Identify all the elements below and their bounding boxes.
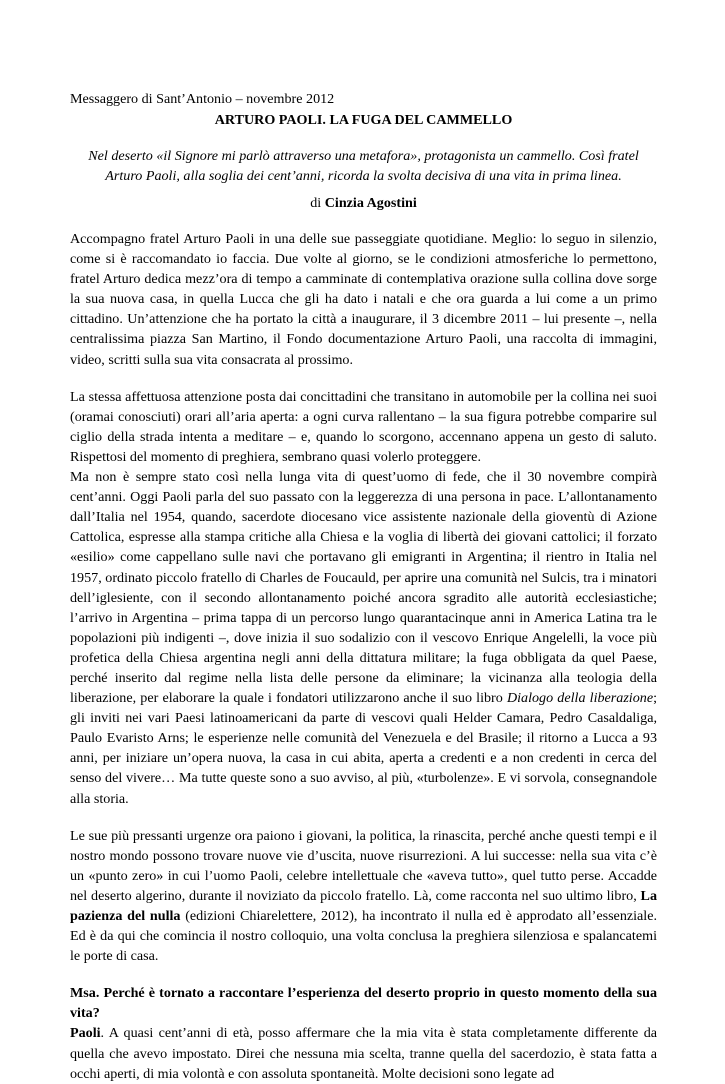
byline <box>70 193 657 213</box>
paragraph-3-text-a: Ma non è sempre stato così nella lunga vita di quest’uomo di fede, che il 30 novembre compirà cent’anni. Oggi Paoli parla del suo passato con la leggerezza di una persona in pace. L’allontanamento dall’Italia nel 1954, quando, sacerdote diocesano vice assistente nazionale della gioventù di Azione Cattolica, espresse alla stampa critiche alla Chiesa e la voglia di libertà dei giovani cattolici; il forzato «esilio» come cappellano sulle navi che portavano gli emigranti in Argentina; il rientro in Italia nel 1957, ordinato piccolo fratello di Charles de Foucauld, per aprire una comunità nel Sulcis, tra i minatori dell’iglesiente, con il secondo allontanamento poiché ancora sgradito alle autorità ecclesiastiche; l’arrivo in Argentina – prima tappa di un percorso lungo quarantacinque anni in America Latina tra le popolazioni più indigenti –, dove inizia il suo sodalizio con il vescovo Enrique Angelelli, la voce più profetica della Chiesa argentina negli anni della dittatura militare; la fuga obbligata da quel Paese, perché inserito dal regime nella lista delle persone da eliminare; la vicinanza alla teologia della liberazione, per elaborare la quale i fondatori utilizzarono anche il suo libro <box>70 469 657 707</box>
article-title: ARTURO PAOLI. LA FUGA DEL CAMMELLO <box>214 112 513 128</box>
paragraph-4-text-a: Le sue più pressanti urgenze ora paiono i giovani, la politica, la rinascita, perché anche questi tempi e il nostro mondo possono trovare nuove vie d’uscita, nuove risurrezioni. A lui successe: nella sua vita c’è un «punto zero» in cui l’uomo Paoli, celebre intellettuale che «aveva tutto», quel tutto perse. Accadde nel deserto algerino, durante il noviziato da piccolo fratello. Là, come racconta nel suo ultimo libro, <box>70 827 657 904</box>
paragraph-4 <box>70 826 657 967</box>
paragraph-4-text-b: (edizioni Chiarelettere, 2012), ha incontrato il nulla ed è approdato all’essenziale. Ed è da qui che comincia il nostro colloquio, una volta conclusa la preghiera silenziosa e spalancatemi le porte di casa. <box>70 908 657 965</box>
book-title-pazienza: La pazienza del nulla <box>70 887 657 924</box>
paragraph-3-text-b: ; gli inviti nei vari Paesi latinoamericani da parte di vescovi quali Helder Camara, Pedro Casaldaliga, Paulo Evaristo Arns; le esperienze nelle comunità del Venezuela e del Brasile; il ritorno a Lucca a 93 anni, per iniziare un’opera nuova, la casa in cui abita, aperta a credenti e a non credenti in cerca del senso del vivere… Ma tutte queste sono a suo avviso, al più, «turbolenze». E vi sorvola, consegnandole alla storia. <box>70 690 657 807</box>
source-line: Messaggero di Sant’Antonio – novembre 2012 <box>70 91 335 107</box>
paragraph-2: La stessa affettuosa attenzione posta dai concittadini che transitano in automobile per la collina nei suoi (oramai conosciuti) orari all’aria aperta: a ogni curva rallentano – la sua figura potrebbe comparire sul ciglio della strada intenta a meditare – e, quando lo scorgono, accennano appena un gesto di saluto. Rispettosi del momento di preghiera, sembrano quasi volerlo proteggere. <box>70 388 657 465</box>
author-name: Cinzia Agostini <box>324 195 417 211</box>
answer-text: . A quasi cent’anni di età, posso affermare che la mia vita è stata completamente differente da quella che avevo impostato. Direi che nessuna mia scelta, tranne quella del sacerdozio, è stata fatta a occhi aperti, di mia volontà e con assoluta spontaneità. Molte decisioni sono legate ad <box>70 1025 657 1082</box>
paragraph-3 <box>70 467 657 809</box>
paragraph-1: Accompagno fratel Arturo Paoli in una delle sue passeggiate quotidiane. Meglio: lo seguo in silenzio, come si è raccomandato io faccia. Due volte al giorno, se le condizioni atmosferiche lo permettono, fratel Arturo dedica mezz’ora di tempo a camminate di contemplativa orazione sulla collina dove sorge la sua nuova casa, in quella Lucca che gli ha dato i natali e che ora guarda a lui come a un primo cittadino. Un’attenzione che ha portato la città a inaugurare, il 3 dicembre 2011 – lui presente –, nella centralissima piazza San Martino, il Fondo documentazione Arturo Paoli, una raccolta di immagini, video, scritti sulla sua vita consacrata al prossimo. <box>70 231 657 368</box>
book-title-dialogo: Dialogo della liberazione <box>506 690 654 707</box>
article-lead: Nel deserto «il Signore mi parlò attraverso una metafora», protagonista un cammello. Così fratel Arturo Paoli, alla soglia dei cent’anni, ricorda la svolta decisiva di una vita in prima linea. <box>88 148 639 185</box>
interview-answer <box>70 1023 657 1083</box>
byline-prefix: di <box>310 195 322 211</box>
interview-question: Msa. Perché è tornato a raccontare l’esperienza del deserto proprio in questo momento della sua vita? <box>70 985 657 1022</box>
article-body <box>70 229 657 1084</box>
answer-speaker: Paoli <box>70 1025 101 1042</box>
